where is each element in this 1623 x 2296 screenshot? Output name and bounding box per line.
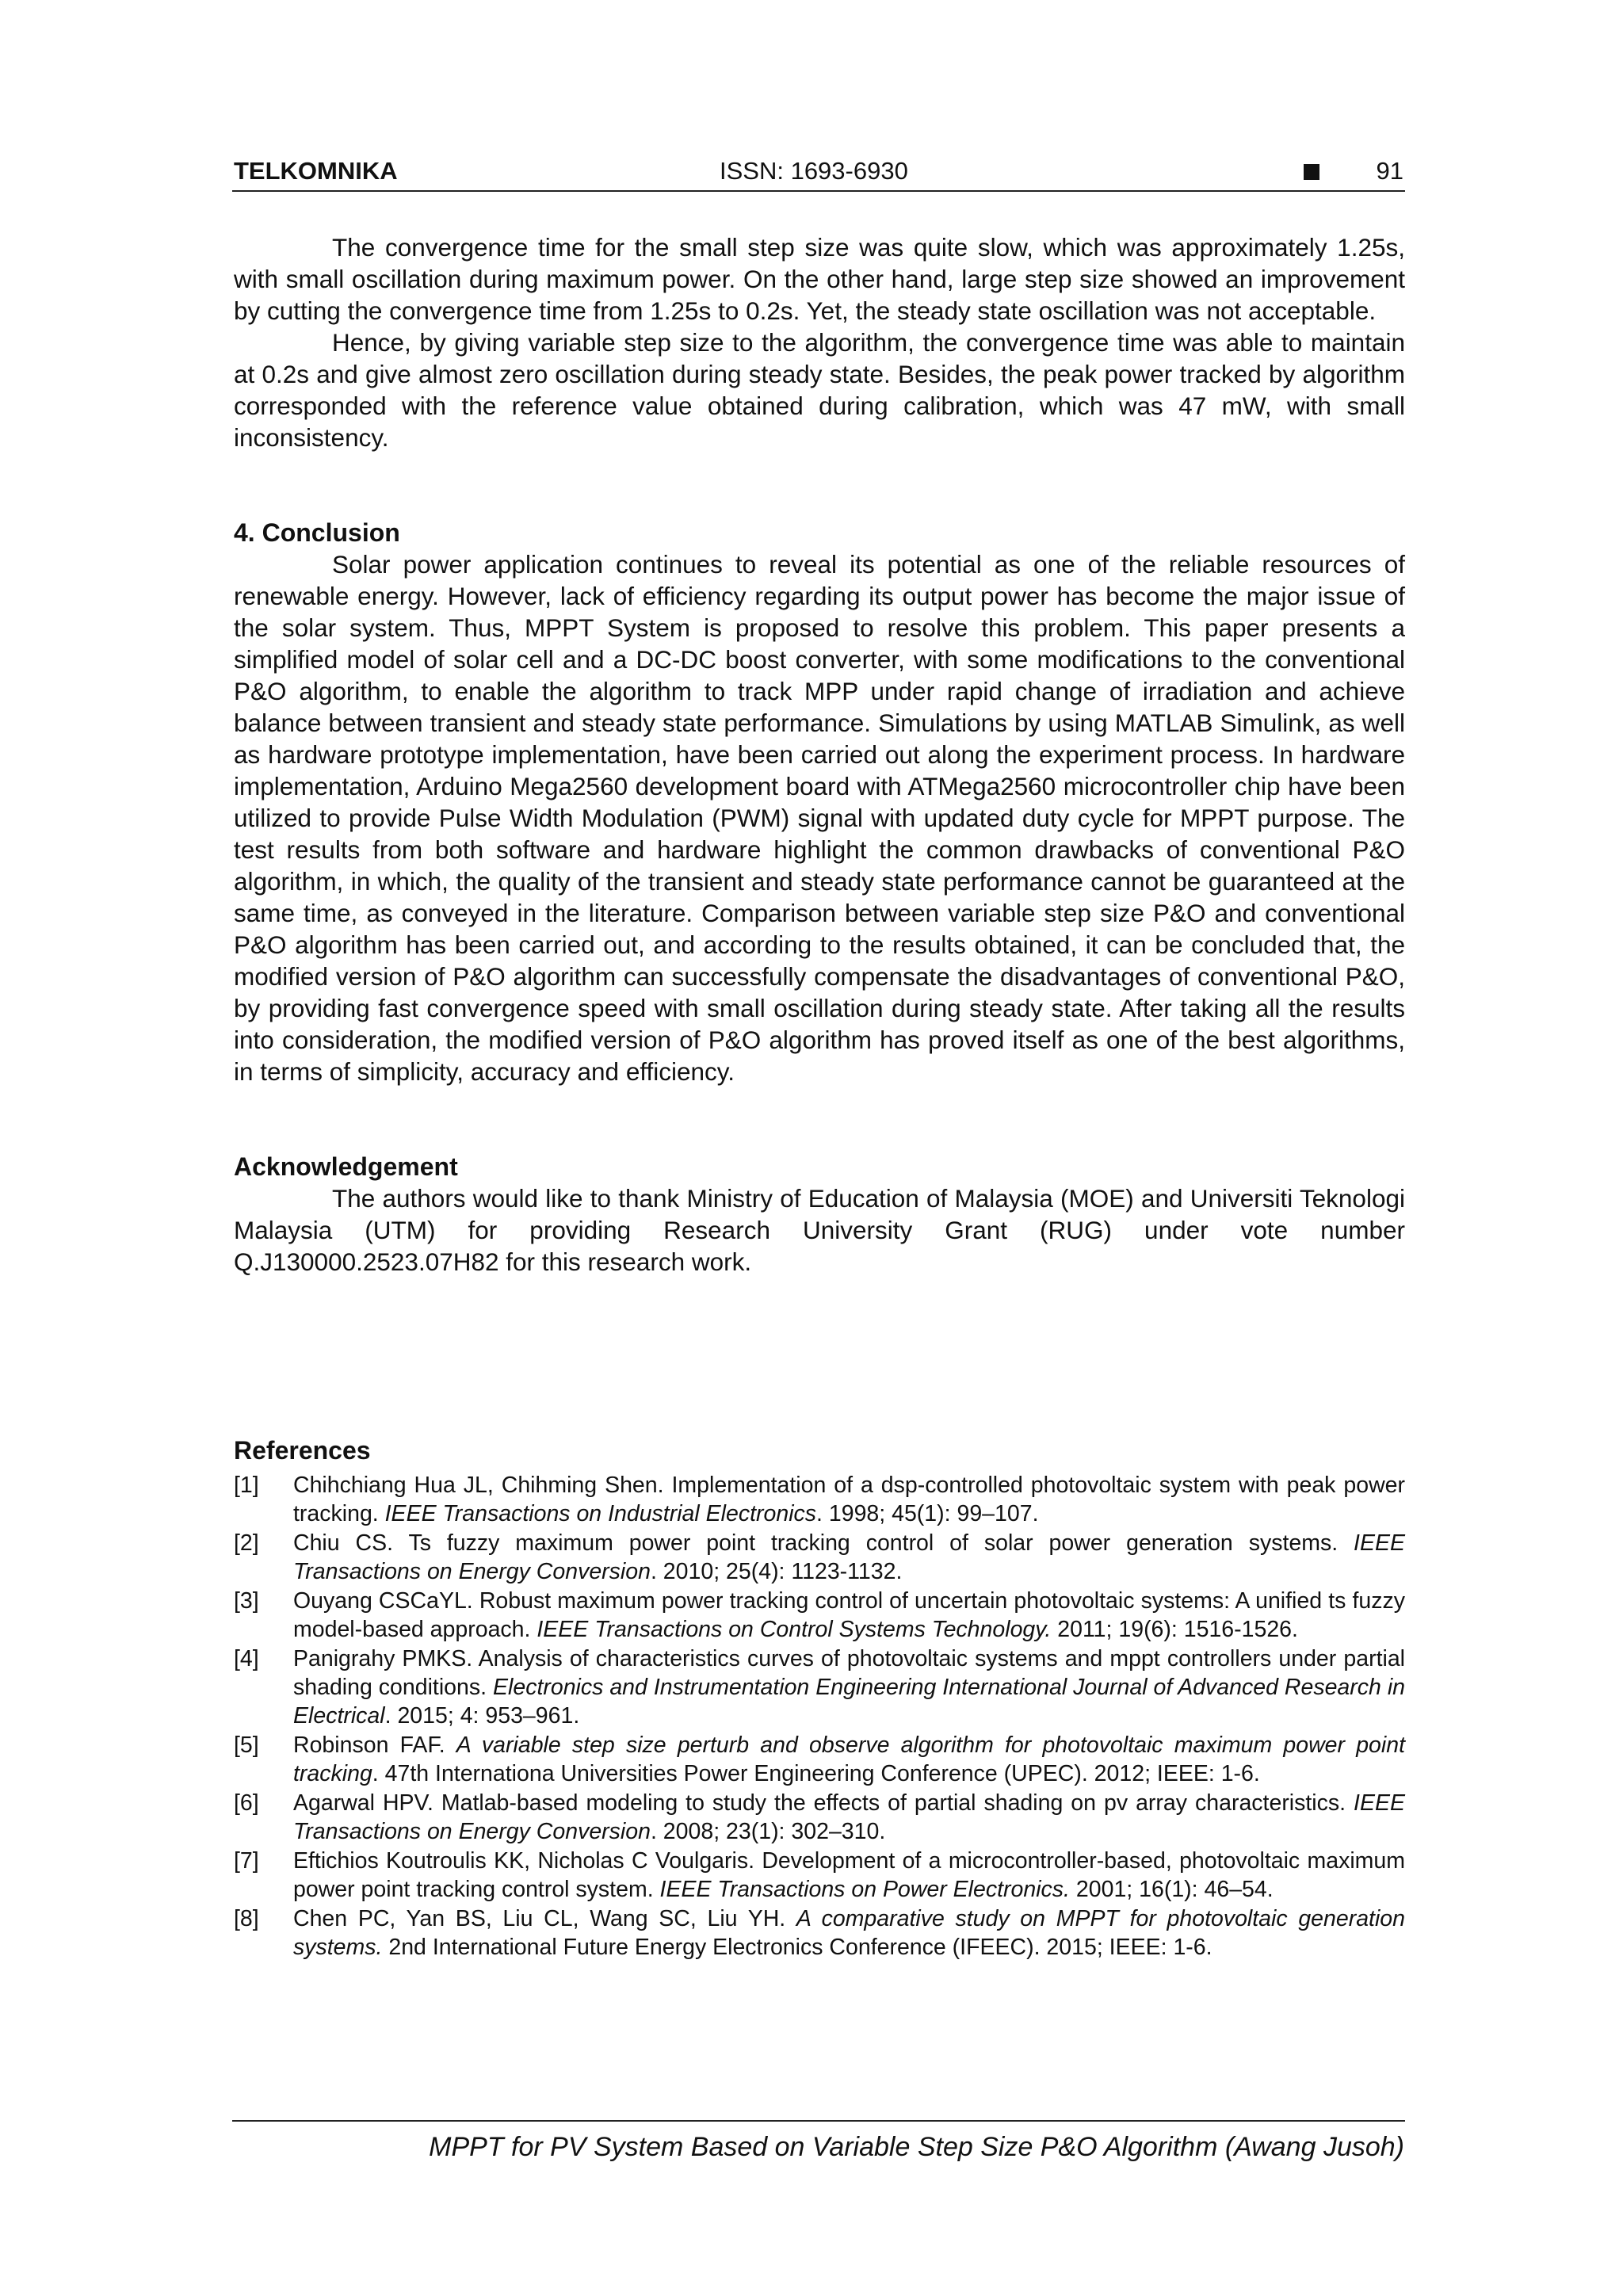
square-bullet-icon <box>1304 164 1319 180</box>
conclusion-paragraph: Solar power application continues to reveal its potential as one of the reliable resources of renewable energy. However, lack of efficiency regarding its output power has become the major issue of the solar system. Thus, MPPT System is proposed to resolve this problem. This paper presents a simplified model of solar cell and a DC-DC boost converter, with some modifications to the conventional P&O algorithm, to enable the algorithm to track MPP under rapid change of irradiation and achieve balance between transient and steady state performance. Simulations by using MATLAB Simulink, as well as hardware prototype implementation, have been carried out along the experiment process. In hardware implementation, Arduino Mega2560 development board with ATMega2560 microcontroller chip have been utilized to provide Pulse Width Modulation (PWM) signal with updated duty cycle for MPPT purpose. The test results from both software and hardware highlight the common drawbacks of conventional P&O algorithm, in which, the quality of the transient and steady state performance cannot be guaranteed at the same time, as conveyed in the literature. Comparison between variable step size P&O and conventional P&O algorithm has been carried out, and according to the results obtained, it can be concluded that, the modified version of P&O algorithm can successfully compensate the disadvantages of conventional P&O, by providing fast convergence speed with small oscillation during steady state. After taking all the results into consideration, the modified version of P&O algorithm has proved itself as one of the best algorithms, in terms of simplicity, accuracy and efficiency. <box>234 550 1405 1086</box>
reference-text: Ouyang CSCaYL. Robust maximum power tracking control of uncertain photovoltaic systems: A unified ts fuzzy model-based approach. <box>293 1588 1405 1642</box>
conclusion-heading: 4. Conclusion <box>234 518 400 547</box>
reference-venue: Electronics and Instrumentation Engineering International Journal of Advanced Research in Electrical <box>293 1675 1406 1729</box>
reference-item <box>234 1904 1405 1962</box>
reference-venue: IEEE Transactions on Energy Conversion <box>293 1790 1405 1844</box>
reference-item <box>234 1645 1405 1730</box>
reference-venue: IEEE Transactions on Energy Conversion <box>293 1530 1405 1584</box>
running-footer: MPPT for PV System Based on Variable Step Size P&O Algorithm (Awang Jusoh) <box>429 2132 1404 2162</box>
reference-details: 2001; 16(1): 46–54. <box>1069 1877 1274 1902</box>
references-section <box>234 1435 1405 1962</box>
reference-details: . 2010; 25(4): 1123-1132. <box>650 1559 903 1584</box>
reference-details: . 2015; 4: 953–961. <box>384 1703 580 1729</box>
reference-text: Robinson FAF. <box>293 1733 456 1758</box>
reference-item <box>234 1587 1405 1644</box>
footer-divider <box>232 2120 1405 2122</box>
reference-number: [8] <box>234 1906 259 1931</box>
reference-details: 2nd International Future Energy Electronics Conference (IFEEC). 2015; IEEE: 1-6. <box>382 1935 1212 1960</box>
reference-item <box>234 1847 1405 1904</box>
reference-details: . 47th Internationa Universities Power Engineering Conference (UPEC). 2012; IEEE: 1-6. <box>372 1761 1260 1786</box>
reference-venue: IEEE Transactions on Industrial Electronics <box>384 1501 817 1526</box>
reference-text: Eftichios Koutroulis KK, Nicholas C Voulgaris. Development of a microcontroller-based, photovoltaic maximum power point tracking control system. <box>293 1848 1405 1902</box>
page-header <box>232 155 1405 192</box>
reference-details: . 2008; 23(1): 302–310. <box>650 1819 886 1844</box>
reference-venue: A comparative study on MPPT for photovoltaic generation systems. <box>293 1906 1406 1960</box>
reference-item <box>234 1471 1405 1528</box>
reference-number: [3] <box>234 1588 259 1614</box>
reference-venue: A variable step size perturb and observe algorithm for photovoltaic maximum power point tracking <box>293 1733 1406 1786</box>
body-paragraph-2: Hence, by giving variable step size to the algorithm, the convergence time was able to maintain at 0.2s and give almost zero oscillation during steady state. Besides, the peak power tracked by algorithm corresponded with the reference value obtained during calibration, which was 47 mW, with small inconsistency. <box>234 328 1405 452</box>
reference-text: Panigrahy PMKS. Analysis of characteristics curves of photovoltaic systems and mppt controllers under partial shading conditions. <box>293 1646 1405 1700</box>
reference-number: [2] <box>234 1530 259 1556</box>
reference-item <box>234 1529 1405 1586</box>
issn-label: ISSN: 1693-6930 <box>720 157 908 185</box>
reference-text: Chiu CS. Ts fuzzy maximum power point tracking control of solar power generation systems. <box>293 1530 1354 1556</box>
journal-name: TELKOMNIKA <box>234 157 398 185</box>
reference-number: [1] <box>234 1473 259 1498</box>
reference-number: [6] <box>234 1790 259 1816</box>
reference-number: [4] <box>234 1646 259 1671</box>
reference-text: Agarwal HPV. Matlab-based modeling to study the effects of partial shading on pv array characteristics. <box>293 1790 1354 1816</box>
acknowledgement-paragraph: The authors would like to thank Ministry of Education of Malaysia (MOE) and Universiti Teknologi Malaysia (UTM) for providing Research University Grant (RUG) under vote number Q.J130000.2523.07H82 for this research work. <box>234 1184 1405 1276</box>
reference-item <box>234 1789 1405 1846</box>
reference-item <box>234 1731 1405 1788</box>
references-heading: References <box>234 1436 371 1465</box>
reference-number: [5] <box>234 1733 259 1758</box>
reference-venue: IEEE Transactions on Control Systems Technology. <box>537 1617 1052 1642</box>
body-paragraph-1: The convergence time for the small step size was quite slow, which was approximately 1.25s, with small oscillation during maximum power. On the other hand, large step size showed an improvement by cutting the convergence time from 1.25s to 0.2s. Yet, the steady state oscillation was not acceptable. <box>234 233 1405 325</box>
reference-text: Chihchiang Hua JL, Chihming Shen. Implementation of a dsp-controlled photovoltaic system with peak power tracking. <box>293 1473 1405 1526</box>
main-content <box>234 231 1405 1278</box>
acknowledgement-heading: Acknowledgement <box>234 1152 458 1181</box>
reference-number: [7] <box>234 1848 259 1874</box>
page-number: 91 <box>1376 157 1403 185</box>
reference-venue: IEEE Transactions on Power Electronics. <box>659 1877 1070 1902</box>
reference-text: Chen PC, Yan BS, Liu CL, Wang SC, Liu YH. <box>293 1906 796 1931</box>
reference-details: . 1998; 45(1): 99–107. <box>816 1501 1039 1526</box>
reference-details: 2011; 19(6): 1516-1526. <box>1051 1617 1298 1642</box>
